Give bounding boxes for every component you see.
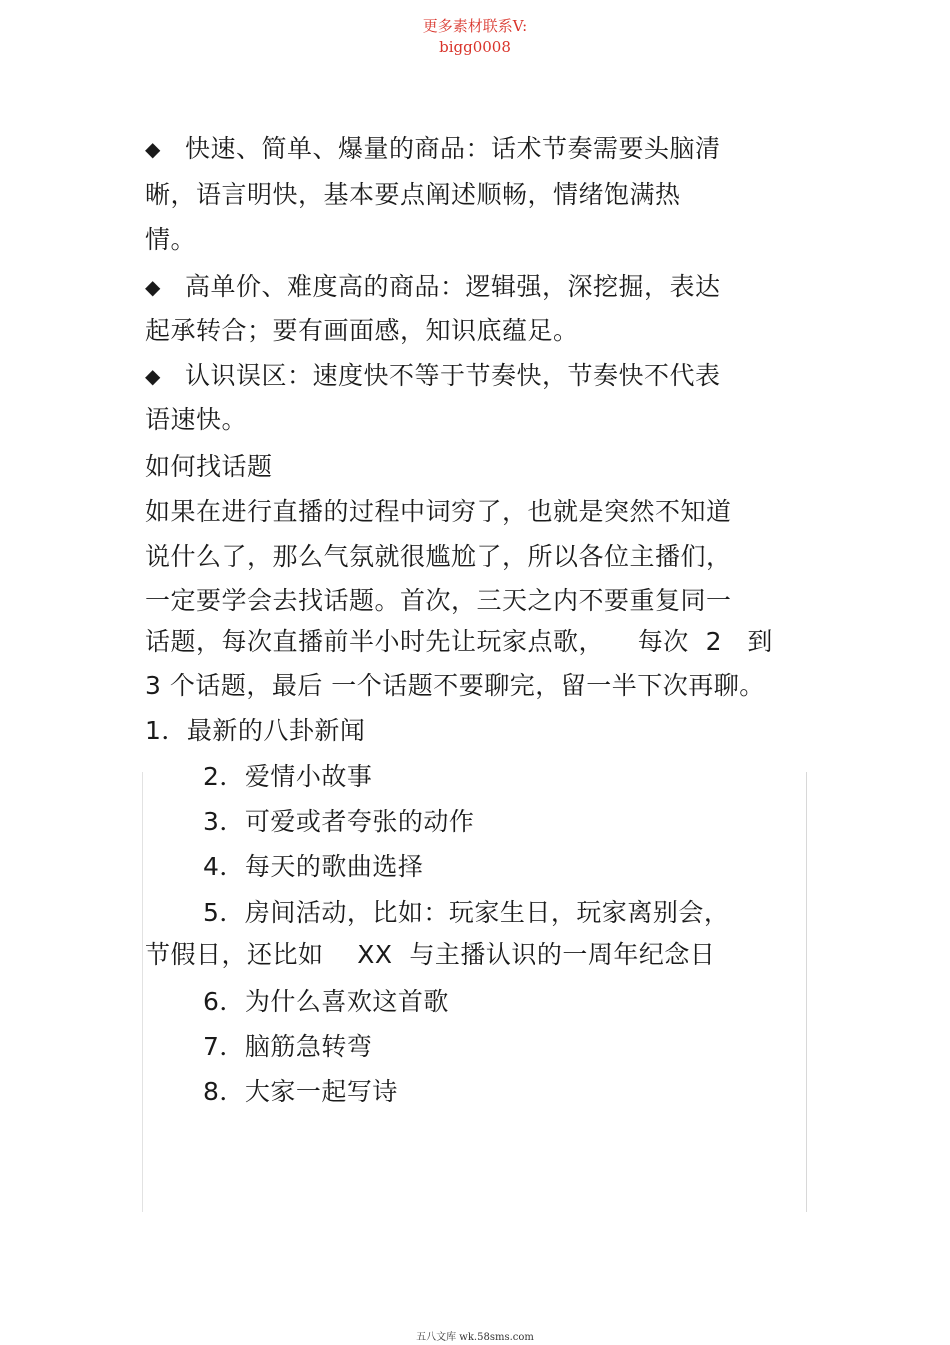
watermark [0, 16, 950, 58]
paragraph-line-4: 话题，每次直播前半小时先让玩家点歌， 每次 2 到 [145, 627, 773, 656]
bullet-item-1-line-2: 晰，语言明快，基本要点阐述顺畅，情绪饱满热 [145, 180, 681, 209]
footer-source: 五八文库 wk.58sms.com [416, 1332, 534, 1343]
bullet-item-1-line-3: 情。 [145, 225, 197, 254]
list-item-8: 8．大家一起写诗 [203, 1077, 398, 1106]
bullet-item-2-line-1: ◆ 高单价、难度高的商品：逻辑强，深挖掘，表达 [145, 272, 721, 301]
paragraph-line-3: 一定要学会去找话题。首次，三天之内不要重复同一 [145, 586, 732, 615]
bullet-item-1-line-1: ◆ 快速、简单、爆量的商品：话术节奏需要头脑清 [145, 134, 721, 163]
list-item-6: 6．为什么喜欢这首歌 [203, 987, 449, 1016]
watermark-line-1: 更多素材联系V: [422, 17, 528, 35]
bullet-item-3-line-2: 语速快。 [145, 405, 248, 434]
paragraph-line-2: 说什么了，那么气氛就很尴尬了，所以各位主播们， [145, 542, 732, 571]
watermark-line-2: bigg0008 [439, 38, 511, 56]
frame-right-border [806, 772, 807, 1212]
paragraph-line-5: 3 个话题，最后 一个话题不要聊完，留一半下次再聊。 [145, 671, 765, 700]
list-item-4: 4．每天的歌曲选择 [203, 852, 424, 881]
list-item-3: 3．可爱或者夸张的动作 [203, 807, 475, 836]
list-item-5-line-2: 节假日，还比如 XX 与主播认识的一周年纪念日 [145, 940, 716, 969]
list-item-5-line-1: 5．房间活动，比如：玩家生日，玩家离别会， [203, 898, 730, 927]
paragraph-line-1: 如果在进行直播的过程中词穷了，也就是突然不知道 [145, 497, 732, 526]
bullet-item-2-line-2: 起承转合；要有画面感，知识底蕴足。 [145, 316, 579, 345]
bullet-item-3-line-1: ◆ 认识误区：速度快不等于节奏快，节奏快不代表 [145, 361, 721, 390]
list-item-2: 2．爱情小故事 [203, 762, 373, 791]
diamond-bullet-icon: ◆ [145, 364, 161, 388]
list-item-7: 7．脑筋急转弯 [203, 1032, 373, 1061]
diamond-bullet-icon: ◆ [145, 137, 161, 161]
frame-left-border [142, 772, 143, 1212]
list-item-1: 1．最新的八卦新闻 [145, 716, 366, 745]
section-title: 如何找话题 [145, 452, 273, 481]
diamond-bullet-icon: ◆ [145, 275, 161, 299]
